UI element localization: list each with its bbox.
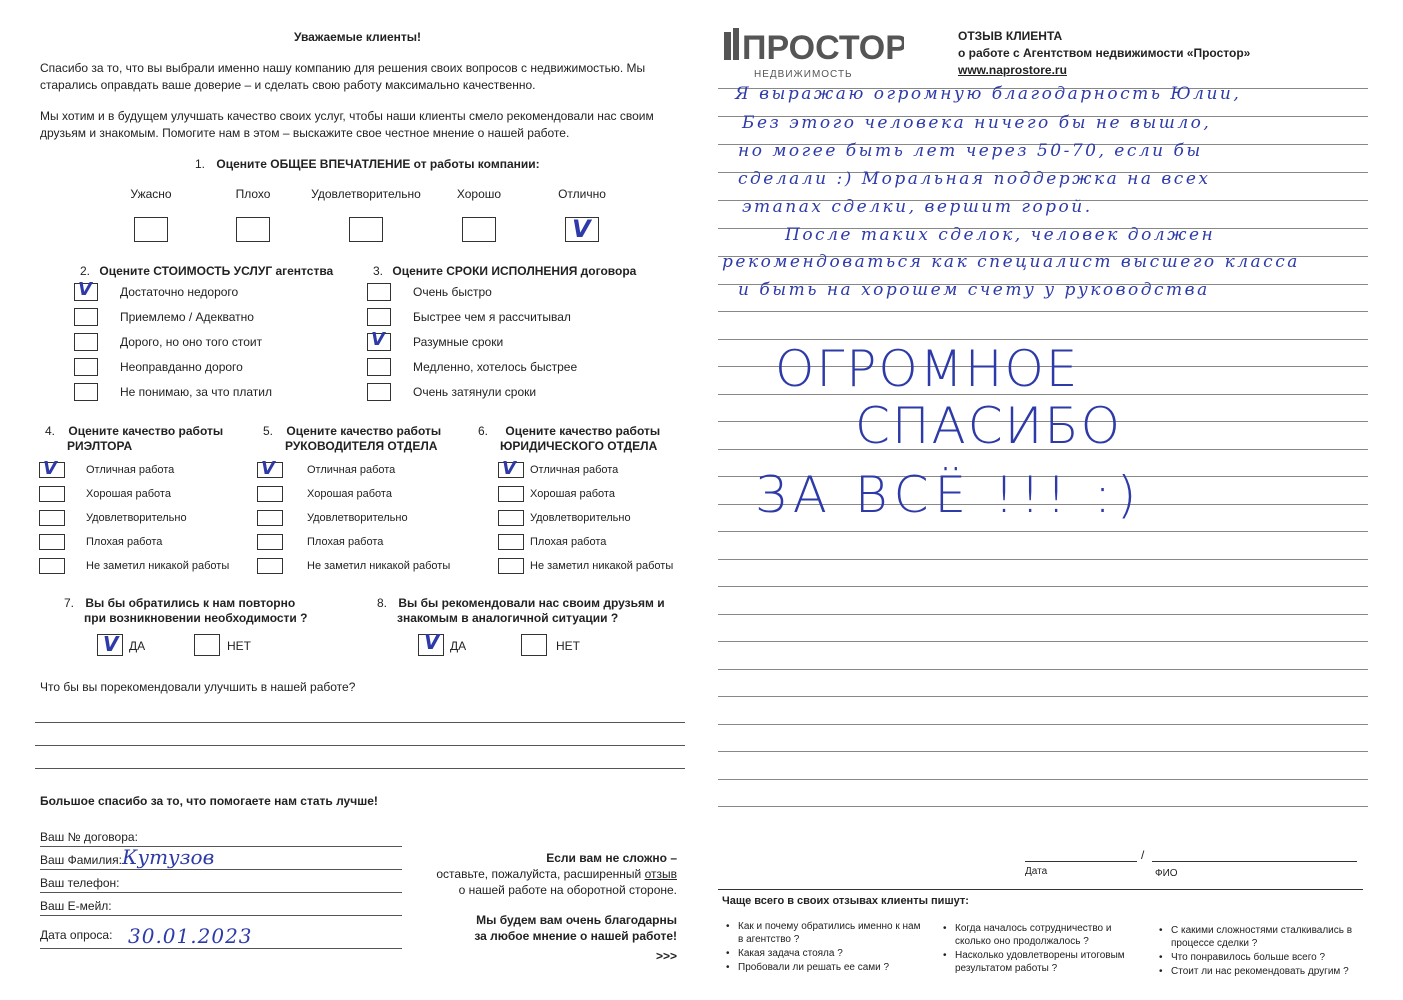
q3-option-label: Быстрее чем я рассчитывал: [413, 310, 571, 324]
q3-option-checkbox[interactable]: [367, 308, 391, 326]
q8-no-label: НЕТ: [556, 639, 580, 653]
q5-line2: РУКОВОДИТЕЛЯ ОТДЕЛА: [285, 439, 438, 453]
review-rule-line[interactable]: [718, 586, 1368, 587]
side-note-line1: Если вам не сложно –: [546, 851, 677, 865]
q4-option-checkbox[interactable]: [39, 510, 65, 526]
q7-line1: Вы бы обратились к нам повторно: [85, 596, 296, 610]
big-text-line1: ОГРОМНОЕ: [775, 340, 1080, 398]
q5-question: [263, 424, 441, 454]
q4-option-label: Не заметил никакой работы: [86, 560, 230, 572]
q5-option-label: Отличная работа: [307, 464, 396, 476]
q1-option-label: Хорошо: [456, 187, 502, 201]
q2-text: Оцените СТОИМОСТЬ УСЛУГ агентства: [99, 264, 334, 278]
q4-option-checkmark-icon: V: [43, 458, 57, 479]
side-note-arrows: >>>: [655, 949, 677, 963]
footer-divider: [718, 889, 1363, 890]
q4-line1: Оцените качество работы: [68, 424, 224, 438]
q2-option-label: Достаточно недорого: [120, 285, 239, 299]
improve-line-2[interactable]: [35, 745, 685, 746]
q1-option-checkbox[interactable]: [134, 217, 168, 242]
q4-option-label: Хорошая работа: [86, 488, 171, 500]
tips-column-3: [1157, 924, 1357, 979]
q6-question: [478, 424, 660, 454]
review-rule-line[interactable]: [718, 641, 1368, 642]
q6-option-label: Плохая работа: [530, 536, 607, 548]
date-label: Дата опроса:: [40, 928, 113, 942]
q5-option-checkbox[interactable]: [257, 486, 283, 502]
q2-option-label: Не понимаю, за что платил: [120, 385, 273, 399]
tip-item: • Какая задача стояла ?: [724, 947, 924, 960]
tip-item: • С какими сложностями сталкивались в процессе сделки ?: [1157, 924, 1357, 950]
handwritten-line: и быть на хорошем счету у руководства: [738, 280, 1210, 300]
review-rule-line[interactable]: [718, 669, 1368, 670]
q1-option-checkbox[interactable]: [349, 217, 383, 242]
q6-option-checkbox[interactable]: [498, 510, 524, 526]
name-signature-field[interactable]: [1152, 861, 1357, 862]
review-rule-line[interactable]: [718, 531, 1368, 532]
improve-line-3[interactable]: [35, 768, 685, 769]
q1-checkmark-icon: V: [572, 215, 591, 243]
review-rule-line[interactable]: [718, 696, 1368, 697]
handwritten-line: этапах сделки, вершит горой.: [742, 197, 1093, 217]
intro-paragraph-2: Мы хотим и в будущем улучшать качество своих услуг, чтобы наши клиенты смело рекомендовали нас своим друзьям и знакомым. Помогите нам в этом – выскажите свое честное мнение о нашей работе.: [40, 109, 654, 140]
q6-option-label: Хорошая работа: [530, 488, 615, 500]
thanks-text: Большое спасибо за то, что помогаете нам стать лучше!: [40, 794, 378, 808]
logo-subtitle: НЕДВИЖИМОСТЬ: [754, 69, 853, 80]
q6-number: 6.: [478, 424, 489, 438]
improve-line-1[interactable]: [35, 722, 685, 723]
q7-yes-checkmark-icon: V: [103, 632, 119, 656]
email-label: Ваш Е-мейл:: [40, 899, 112, 913]
q5-option-checkmark-icon: V: [261, 458, 275, 479]
date-value: 30.01.2023: [128, 924, 253, 948]
q7-yes-label: ДА: [129, 639, 146, 653]
side-note-line3: о нашей работе на оборотной стороне.: [458, 883, 677, 897]
q3-option-checkbox[interactable]: [367, 358, 391, 376]
q2-option-checkbox[interactable]: [74, 383, 98, 401]
prostor-logo: [724, 26, 904, 81]
handwritten-line: рекомендоваться как специалист высшего класса: [722, 252, 1300, 272]
q3-question: [373, 264, 636, 279]
q7-line2: при возникновении необходимости ?: [84, 611, 308, 625]
q7-no-label: НЕТ: [227, 639, 251, 653]
q1-text: Оцените ОБЩЕЕ ВПЕЧАТЛЕНИЕ от работы компании:: [216, 157, 540, 171]
q4-option-label: Удовлетворительно: [86, 512, 187, 524]
q2-option-checkbox[interactable]: [74, 358, 98, 376]
email-field[interactable]: [40, 915, 402, 916]
q8-line1: Вы бы рекомендовали нас своим друзьям и: [398, 596, 665, 610]
surname-value: Кутузов: [122, 845, 215, 869]
q4-line2: РИЭЛТОРА: [67, 439, 133, 453]
q3-text: Оцените СРОКИ ИСПОЛНЕНИЯ договора: [392, 264, 637, 278]
q6-option-checkbox[interactable]: [498, 558, 524, 574]
q1-option-label: Удовлетворительно: [311, 187, 421, 201]
tip-item: • Как и почему обратились именно к нам в агентство ?: [724, 920, 924, 946]
q8-yes-label: ДА: [450, 639, 467, 653]
improve-question: Что бы вы порекомендовали улучшить в нашей работе?: [40, 680, 356, 694]
website-link[interactable]: www.naprostore.ru: [958, 63, 1067, 77]
q4-number: 4.: [45, 424, 56, 438]
q1-option-checkbox[interactable]: [236, 217, 270, 242]
often-title: Чаще всего в своих отзывах клиенты пишут:: [722, 895, 969, 907]
q8-number: 8.: [377, 596, 388, 610]
contract-field[interactable]: [40, 846, 402, 847]
review-rule-line[interactable]: [718, 724, 1368, 725]
q5-option-label: Хорошая работа: [307, 488, 392, 500]
review-rule-line[interactable]: [718, 806, 1368, 807]
side-note: [412, 850, 677, 964]
review-rule-line[interactable]: [718, 311, 1368, 312]
q3-option-label: Очень затянули сроки: [413, 385, 537, 399]
tip-item: • Стоит ли нас рекомендовать другим ?: [1157, 965, 1357, 978]
side-note-line5: за любое мнение о нашей работе!: [474, 929, 677, 943]
tip-item: • Когда началось сотрудничество и сколько оно продолжалось ?: [941, 922, 1141, 948]
q2-option-label: Дорого, но оно того стоит: [120, 335, 263, 349]
surname-field[interactable]: [40, 869, 402, 870]
side-note-line2: [412, 866, 677, 882]
q4-option-checkbox[interactable]: [39, 558, 65, 574]
review-rule-line[interactable]: [718, 779, 1368, 780]
signature-slash: /: [1141, 848, 1145, 862]
q6-option-label: Удовлетворительно: [530, 512, 631, 524]
tips-column-2: [941, 922, 1141, 976]
side-note-line2-text: оставьте, пожалуйста, расширенный: [436, 867, 642, 881]
q5-option-checkbox[interactable]: [257, 558, 283, 574]
q2-option-checkbox[interactable]: [74, 333, 98, 351]
intro-paragraph-1: Спасибо за то, что вы выбрали именно нашу компанию для решения своих вопросов с недвижимостью. Мы старались оправдать ваше доверие – и сделать свою работу максимально качественно.: [40, 61, 646, 92]
q3-option-checkbox[interactable]: [367, 383, 391, 401]
q4-option-label: Плохая работа: [86, 536, 163, 548]
review-rule-line[interactable]: [718, 559, 1368, 560]
q7-number: 7.: [64, 596, 75, 610]
handwritten-line: но могее быть лет через 50-70, если бы: [738, 141, 1203, 161]
q7-no-checkbox[interactable]: [194, 634, 220, 656]
q6-line1: Оцените качество работы: [505, 424, 661, 438]
q1-option-label: Плохо: [235, 187, 271, 201]
q6-option-label: Отличная работа: [530, 464, 619, 476]
tips-column-1: [724, 920, 924, 975]
phone-field[interactable]: [40, 892, 402, 893]
q3-number: 3.: [373, 264, 384, 278]
q4-option-checkbox[interactable]: [39, 486, 65, 502]
q2-question: [80, 264, 333, 279]
review-subtitle: о работе с Агентством недвижимости «Простор»: [958, 46, 1251, 60]
q3-option-label: Очень быстро: [413, 285, 492, 299]
tip-item: • Пробовали ли решать ее сами ?: [724, 961, 924, 974]
handwritten-line: Я выражаю огромную благодарность Юлии,: [735, 84, 1242, 104]
q1-option-label: Отлично: [558, 187, 606, 201]
handwritten-line: После таких сделок, человек должен: [785, 225, 1216, 245]
q2-option-checkmark-icon: V: [78, 279, 92, 300]
tip-item: • Что понравилось больше всего ?: [1157, 951, 1357, 964]
logo-text: ПРОСТОР: [742, 29, 904, 62]
handwritten-line: Без этого человека ничего бы не вышло,: [742, 113, 1212, 133]
tip-item: • Насколько удовлетворены итоговым результатом работы ?: [941, 949, 1141, 975]
q1-question: [195, 157, 540, 172]
q5-option-label: Не заметил никакой работы: [307, 560, 451, 572]
q1-option-label: Ужасно: [130, 187, 172, 201]
date-caption: Дата: [1025, 866, 1048, 877]
q4-option-checkbox[interactable]: [39, 534, 65, 550]
date-field[interactable]: [40, 948, 402, 949]
q3-option-label: Разумные сроки: [413, 335, 504, 349]
q6-option-checkmark-icon: V: [502, 458, 516, 479]
q8-line2: знакомым в аналогичной ситуации ?: [397, 611, 619, 625]
q2-option-label: Неоправданно дорого: [120, 360, 243, 374]
q2-option-checkbox[interactable]: [74, 308, 98, 326]
prostor-logo-mark-icon: [724, 26, 904, 62]
review-header: [958, 28, 1250, 79]
q8-yes-checkmark-icon: V: [424, 630, 440, 654]
date-signature-field[interactable]: [1025, 861, 1137, 862]
phone-label: Ваш телефон:: [40, 876, 120, 890]
q6-option-checkbox[interactable]: [498, 534, 524, 550]
q2-number: 2.: [80, 264, 91, 278]
q6-option-checkbox[interactable]: [498, 486, 524, 502]
q5-option-checkbox[interactable]: [257, 534, 283, 550]
q8-no-checkbox[interactable]: [521, 634, 547, 656]
big-text-line3: ЗА ВСЁ !!! :): [755, 466, 1143, 524]
contract-label: Ваш № договора:: [40, 830, 138, 844]
q4-option-label: Отличная работа: [86, 464, 175, 476]
review-link[interactable]: отзыв: [644, 867, 677, 881]
q3-option-checkbox[interactable]: [367, 283, 391, 301]
q5-option-checkbox[interactable]: [257, 510, 283, 526]
review-rule-line[interactable]: [718, 614, 1368, 615]
q2-option-label: Приемлемо / Адекватно: [120, 310, 254, 324]
q4-question: [45, 424, 223, 454]
side-note-line4: Мы будем вам очень благодарны: [476, 913, 677, 927]
q5-option-label: Плохая работа: [307, 536, 384, 548]
q7-question: [64, 596, 307, 626]
name-caption: ФИО: [1155, 868, 1178, 879]
q3-option-checkmark-icon: V: [371, 329, 385, 350]
surname-label: Ваш Фамилия:: [40, 853, 122, 867]
big-text-line2: СПАСИБО: [855, 397, 1123, 455]
handwritten-line: сделали :) Моральная поддержка на всех: [738, 169, 1211, 189]
review-title: ОТЗЫВ КЛИЕНТА: [958, 29, 1063, 43]
q1-number: 1.: [195, 157, 206, 171]
greeting-title: Уважаемые клиенты!: [293, 30, 422, 44]
q1-option-checkbox[interactable]: [462, 217, 496, 242]
q5-line1: Оцените качество работы: [286, 424, 442, 438]
q5-option-label: Удовлетворительно: [307, 512, 408, 524]
q6-line2: ЮРИДИЧЕСКОГО ОТДЕЛА: [500, 439, 658, 453]
q5-number: 5.: [263, 424, 274, 438]
q3-option-label: Медленно, хотелось быстрее: [413, 360, 578, 374]
review-rule-line[interactable]: [718, 751, 1368, 752]
q8-question: [377, 596, 665, 626]
q6-option-label: Не заметил никакой работы: [530, 560, 674, 572]
